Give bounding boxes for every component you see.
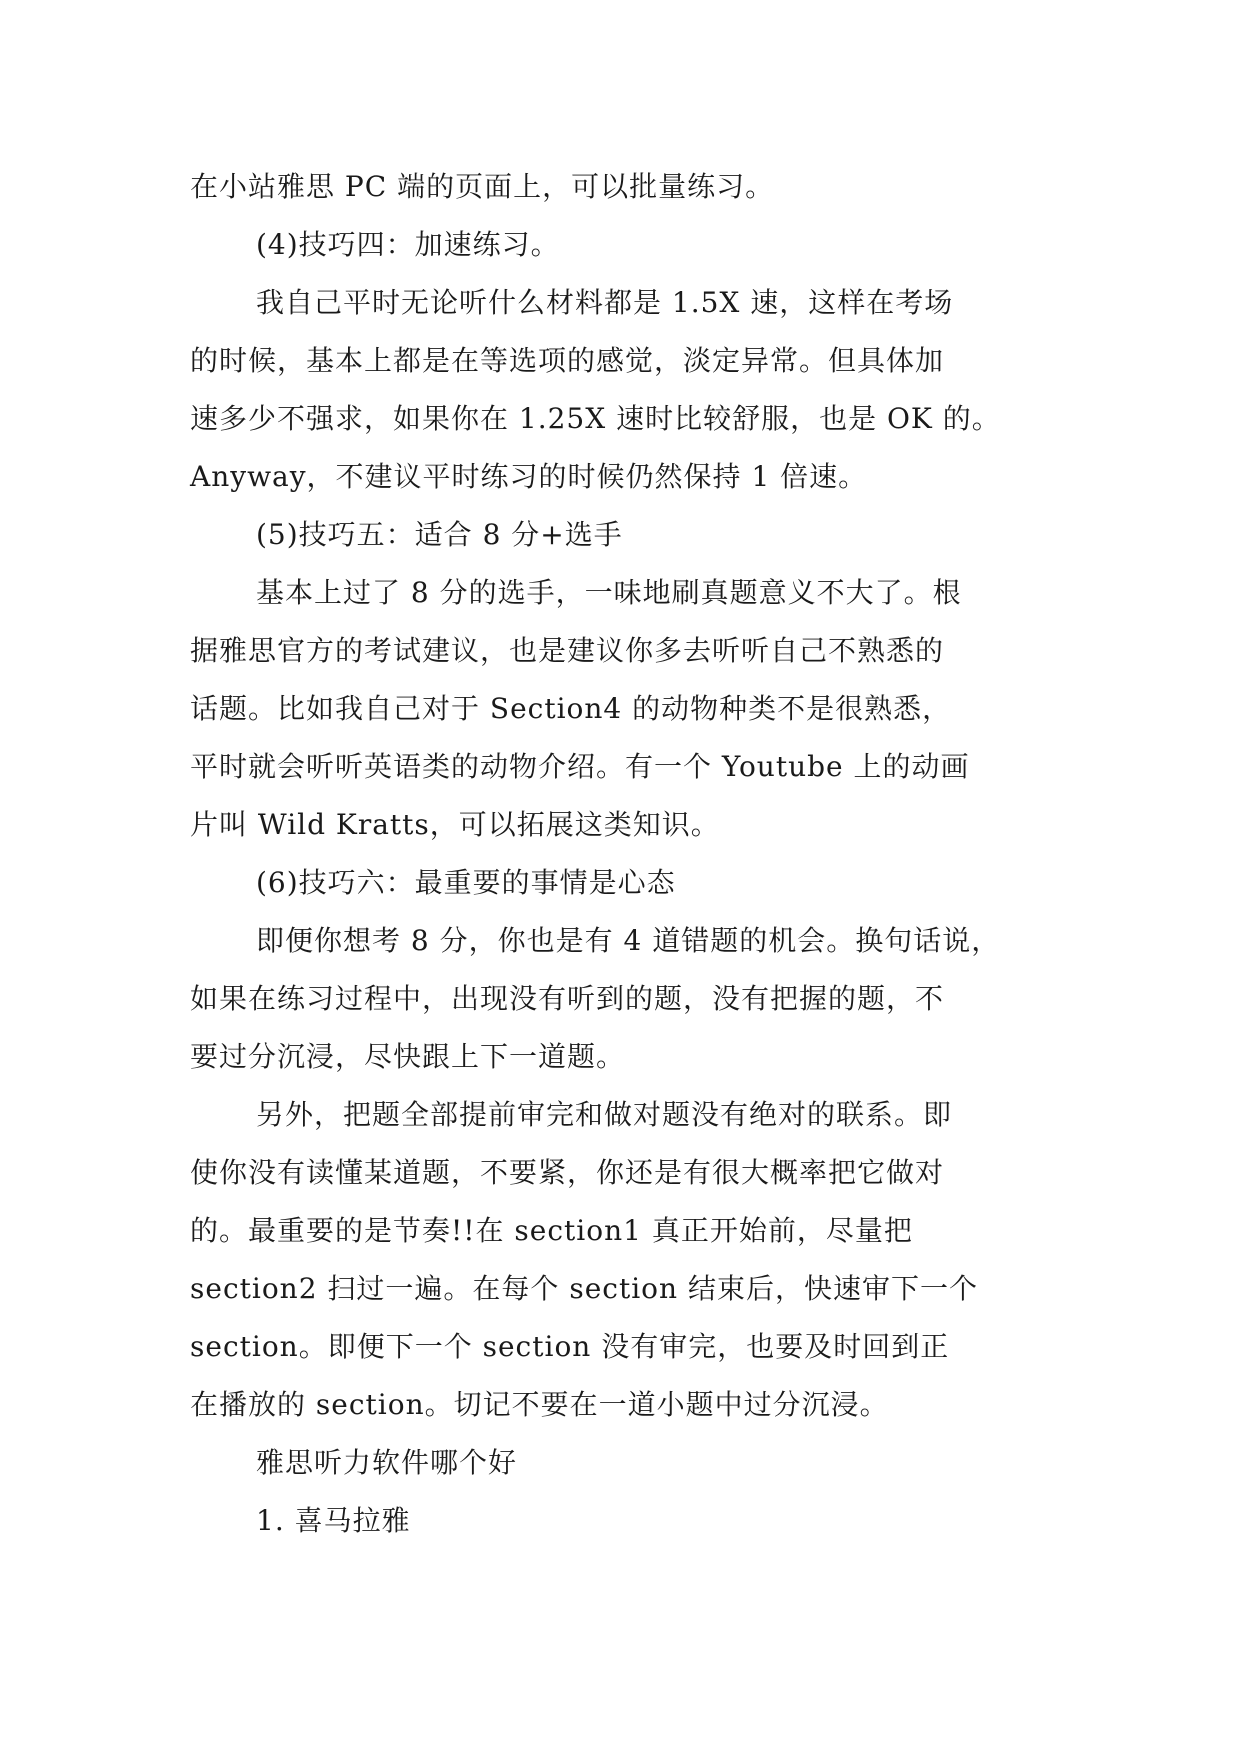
section-heading-tip-5: (5)技巧五：适合 8 分+选手 [256, 518, 623, 551]
text-line: 要过分沉浸，尽快跟上下一道题。 [190, 1040, 626, 1073]
text-line: 如果在练习过程中，出现没有听到的题，没有把握的题，不 [190, 982, 945, 1015]
list-item: 1. 喜马拉雅 [256, 1504, 411, 1537]
text-line: 片叫 Wild Kratts，可以拓展这类知识。 [190, 808, 720, 841]
document-body [190, 158, 1060, 1550]
text-line: 平时就会听听英语类的动物介绍。有一个 Youtube 上的动画 [190, 750, 970, 783]
text-line: 的。最重要的是节奏!!在 section1 真正开始前，尽量把 [190, 1214, 913, 1247]
text-line: 基本上过了 8 分的选手，一味地刷真题意义不大了。根 [256, 576, 962, 609]
text-line: 我自己平时无论听什么材料都是 1.5X 速，这样在考场 [256, 286, 954, 319]
section-heading-tip-6: (6)技巧六：最重要的事情是心态 [256, 866, 676, 899]
section-heading-software: 雅思听力软件哪个好 [256, 1446, 518, 1479]
text-line: section。即便下一个 section 没有审完，也要及时回到正 [190, 1330, 950, 1363]
text-line: 的时候，基本上都是在等选项的感觉，淡定异常。但具体加 [190, 344, 945, 377]
text-line: 在播放的 section。切记不要在一道小题中过分沉浸。 [190, 1388, 889, 1421]
text-line: 速多少不强求，如果你在 1.25X 速时比较舒服，也是 OK 的。 [190, 402, 1001, 435]
text-line: 使你没有读懂某道题，不要紧，你还是有很大概率把它做对 [190, 1156, 945, 1189]
text-line: section2 扫过一遍。在每个 section 结束后，快速审下一个 [190, 1272, 978, 1305]
text-line: 在小站雅思 PC 端的页面上，可以批量练习。 [190, 170, 775, 203]
text-line: 据雅思官方的考试建议，也是建议你多去听听自己不熟悉的 [190, 634, 945, 667]
text-line: Anyway，不建议平时练习的时候仍然保持 1 倍速。 [190, 460, 868, 493]
text-line: 话题。比如我自己对于 Section4 的动物种类不是很熟悉， [190, 692, 952, 725]
section-heading-tip-4: (4)技巧四：加速练习。 [256, 228, 560, 261]
text-line: 另外，把题全部提前审完和做对题没有绝对的联系。即 [256, 1098, 953, 1131]
text-line: 即便你想考 8 分，你也是有 4 道错题的机会。换句话说， [256, 924, 1001, 957]
